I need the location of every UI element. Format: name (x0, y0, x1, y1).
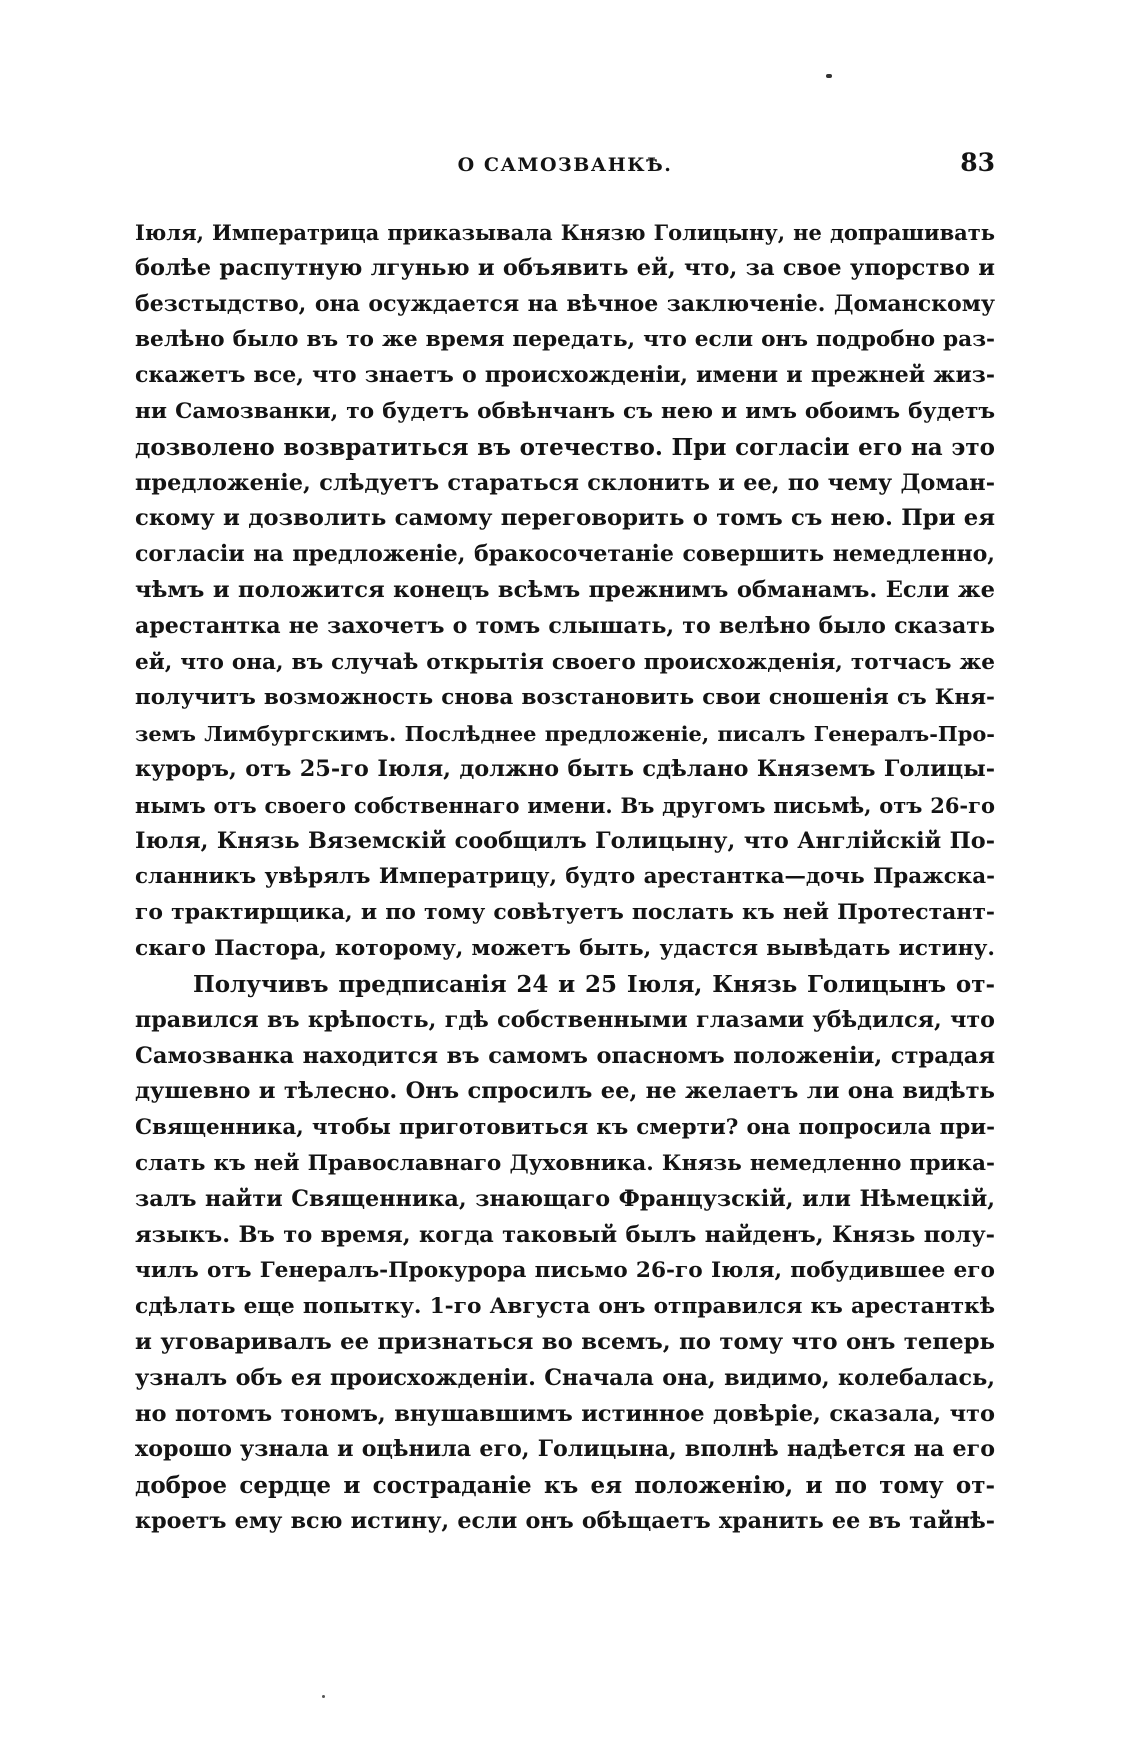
text-line: сдѣлать еще попытку. 1-го Августа онъ отправился къ арестанткѣ (135, 1294, 995, 1320)
paragraph-2 (135, 967, 995, 1540)
text-line: ни Самозванки, то будетъ обвѣнчанъ съ нею и имъ обоимъ будетъ (135, 398, 995, 424)
paragraph-1 (135, 215, 995, 967)
text-line: Получивъ предписанія 24 и 25 Іюля, Князь Голицынъ от- (193, 971, 995, 998)
text-line: дозволено возвратиться въ отечество. При согласіи его на это (135, 433, 995, 461)
text-line: чѣмъ и положится конецъ всѣмъ прежнимъ обманамъ. Если же (135, 576, 995, 603)
text-line: велѣно было въ то же время передать, что если онъ подробно раз- (135, 327, 995, 353)
text-line: ей, что она, въ случаѣ открытія своего происхожденія, тотчасъ же (135, 649, 995, 675)
text-line: Іюля, Князь Вяземскій сообщилъ Голицыну, что Англійскій По- (135, 827, 995, 854)
text-line: болѣе распутную лгунью и объявить ей, что, за свое упорство и (135, 254, 995, 281)
text-line: залъ найти Священника, знающаго Французскій, или Нѣмецкій, (135, 1185, 995, 1212)
print-speck (322, 1695, 325, 1698)
text-line: го трактирщика, и по тому совѣтуетъ послать къ ней Протестант- (135, 899, 995, 926)
running-title: О САМОЗВАНКѢ. (457, 154, 673, 176)
text-line: согласіи на предложеніе, бракосочетаніе совершить немедленно, (135, 541, 995, 568)
text-line: узналъ объ ея происхожденіи. Сначала она, видимо, колебалась, (135, 1364, 995, 1391)
text-line: кроетъ ему всю истину, если онъ обѣщаетъ хранить ее въ тайнѣ- (135, 1507, 995, 1534)
text-line: Іюля, Императрица приказывала Князю Голицыну, не допрашивать (135, 220, 995, 245)
text-line: скажетъ все, что знаетъ о происхожденіи, имени и прежней жиз- (135, 362, 995, 389)
text-line: куроръ, отъ 25-го Іюля, должно быть сдѣлано Княземъ Голицы- (135, 755, 995, 782)
page-header (135, 148, 995, 188)
text-line: слать къ ней Православнаго Духовника. Князь немедленно прика- (135, 1150, 995, 1176)
text-line: и уговаривалъ ее признаться во всемъ, по тому что онъ теперь (135, 1328, 995, 1355)
text-line: безстыдство, она осуждается на вѣчное заключеніе. Доманскому (135, 290, 995, 317)
text-line: скому и дозволить самому переговорить о томъ съ нею. При ея (135, 505, 995, 532)
text-line: скаго Пастора, которому, можетъ быть, удастся вывѣдать истину. (135, 935, 995, 961)
print-speck (826, 74, 832, 78)
text-line: Самозванка находится въ самомъ опасномъ положеніи, страдая (135, 1042, 995, 1069)
text-line: языкъ. Въ то время, когда таковый былъ найденъ, Князь полу- (135, 1221, 995, 1248)
text-line: получитъ возможность снова возстановить свои сношенія съ Кня- (135, 685, 995, 711)
page-number: 83 (960, 148, 995, 177)
text-line: доброе сердце и состраданіе къ ея положенію, и по тому от- (135, 1472, 995, 1500)
text-line: душевно и тѣлесно. Онъ спросилъ ее, не желаетъ ли она видѣть (135, 1078, 995, 1105)
text-line: сланникъ увѣрялъ Императрицу, будто арестантка—дочь Пражска- (135, 864, 995, 890)
text-line: но потомъ тономъ, внушавшимъ истинное довѣріе, сказала, что (135, 1400, 995, 1427)
text-line: чилъ отъ Генералъ-Прокурора письмо 26-го Іюля, побудившее его (135, 1258, 995, 1284)
text-line: земъ Лимбургскимъ. Послѣднее предложеніе, писалъ Генералъ-Про- (135, 721, 995, 747)
text-line: правился въ крѣпость, гдѣ собственными глазами убѣдился, что (135, 1006, 995, 1033)
text-line: арестантка не захочетъ о томъ слышать, то велѣно было сказать (135, 612, 995, 639)
text-line: хорошо узнала и оцѣнила его, Голицына, вполнѣ надѣется на его (135, 1436, 995, 1463)
text-line: Священника, чтобы приготовиться къ смерти? она попросила при- (135, 1115, 995, 1141)
text-line: нымъ отъ своего собственнаго имени. Въ другомъ письмѣ, отъ 26-го (135, 792, 995, 818)
text-line: предложеніе, слѣдуетъ стараться склонить и ее, по чему Доман- (135, 469, 995, 496)
